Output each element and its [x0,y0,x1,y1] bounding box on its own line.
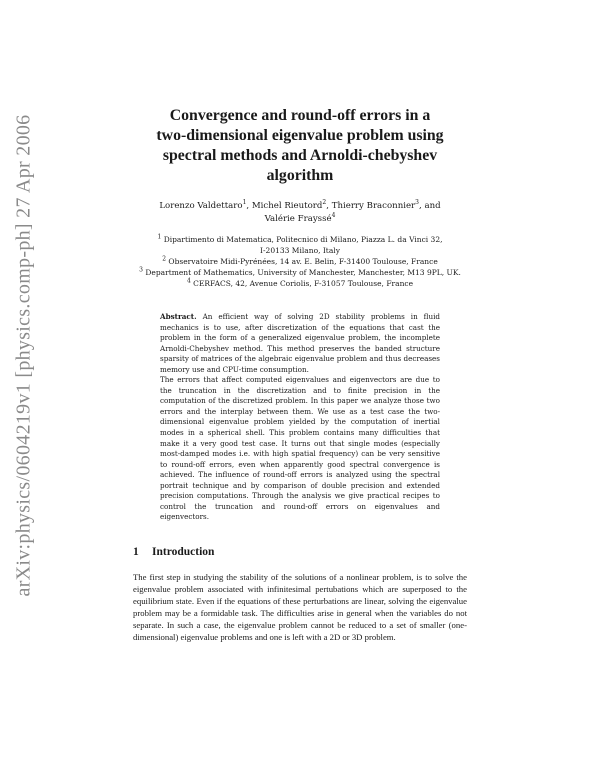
affiliation [120,267,480,278]
abstract [160,312,440,523]
author-conjunction: and [424,201,441,211]
affiliation [120,256,480,267]
author-affiliation-mark: 2 [322,199,327,207]
affiliation-text: Dipartimento di Matematica, Politecnico di Milano, Piazza L. da Vinci 32, I-20133 Milano, Italy [163,235,443,255]
author-name: Michel Rieutord [251,201,323,211]
affiliation [120,278,480,289]
section-heading [133,546,453,558]
title-line: Convergence and round-off errors in a [169,107,431,124]
title-line: algorithm [266,167,334,184]
affiliation-text: CERFACS, 42, Avenue Coriolis, F-31057 Toulouse, France [193,279,414,288]
affiliation-mark: 1 [157,233,162,241]
abstract-label: Abstract. [160,312,197,321]
arxiv-identifier-text: arXiv:physics/0604219v1 [physics.comp-ph] 27 Apr 2006 [12,114,35,596]
affiliation-text: Observatoire Midi-Pyrénées, 14 av. E. Belin, F-31400 Toulouse, France [168,257,438,266]
affiliation-mark: 4 [186,277,191,285]
abstract-text: An efficient way of solving 2D stability problems in fluid mechanics is to use, after discretization of the equations that cast the problem in the form of a generalized eigenvalue problem, the incomplete Arnoldi-Chebyshev method. This method preserves the banded structure sparsity of matrices of the algebraic eigenvalue problem and thus decreases memory use and CPU-time consumption. [160,312,440,374]
affiliation-list [120,234,480,289]
arxiv-identifier-stamp [6,114,42,596]
abstract-paragraph: The errors that affect computed eigenvalues and eigenvectors are due to the truncation in the discretization and to finite precision in the computation of the discretized problem. In this paper we analyze those two errors and the interplay between them. We use as a test case the two-dimensional eigenvalue problem yielded by the computation of inertial modes in a spherical shell. This problem contains many difficulties that make it a very good test case. It turns out that single modes (especially most-damped modes i.e. with high spatial frequency) can be very sensitive to round-off errors, even when apparently good spectral convergence is achieved. The influence of round-off errors is analyzed using the spectral portrait technique and by comparison of double precision and extended precision computations. Through the analysis we give practical recipes to control the truncation and round-off errors on eigenvalues and eigenvectors. [160,375,440,522]
section-title: Introduction [152,546,215,558]
introduction-paragraph: The first step in studying the stability of the solutions of a nonlinear problem, is to solve the eigenvalue problem associated with infinitesimal pertubations which are superposed to the equilibrium state. Even if the equations of these perturbations are linear, solving the eigenvalue problem may be a formidable task. The difficulties arise in general when the variables do not separate. In such a case, the eigenvalue problem cannot be reduced to a set of smaller (one-dimensional) eigenvalue problems and one is left with a 2D or 3D problem. [133,572,467,643]
author-name: Valérie Frayssé [264,214,332,224]
author-affiliation-mark: 3 [415,199,419,207]
paper-title [150,106,450,186]
abstract-paragraph [160,312,440,375]
affiliation-text: Department of Mathematics, University of Manchester, Manchester, M13 9PL, UK. [145,268,461,277]
affiliation-mark: 2 [162,255,167,263]
author-list: Lorenzo Valdettaro$^1$, Michel Rieutord$^2$, Thierry Braconnier$^3$, and Valérie Frayssé$^4$ [159,199,441,224]
author-affiliation-mark: 4 [331,212,336,220]
title-line: two-dimensional eigenvalue problem using [156,127,444,144]
affiliation [120,234,480,256]
section-number: 1 [133,546,139,558]
author-name: Thierry Braconnier [331,201,416,211]
affiliation-mark: 3 [139,266,143,274]
title-line: spectral methods and Arnoldi-chebyshev [162,147,438,164]
author-affiliation-mark: 1 [242,199,247,207]
author-name: Lorenzo Valdettaro [159,201,243,211]
